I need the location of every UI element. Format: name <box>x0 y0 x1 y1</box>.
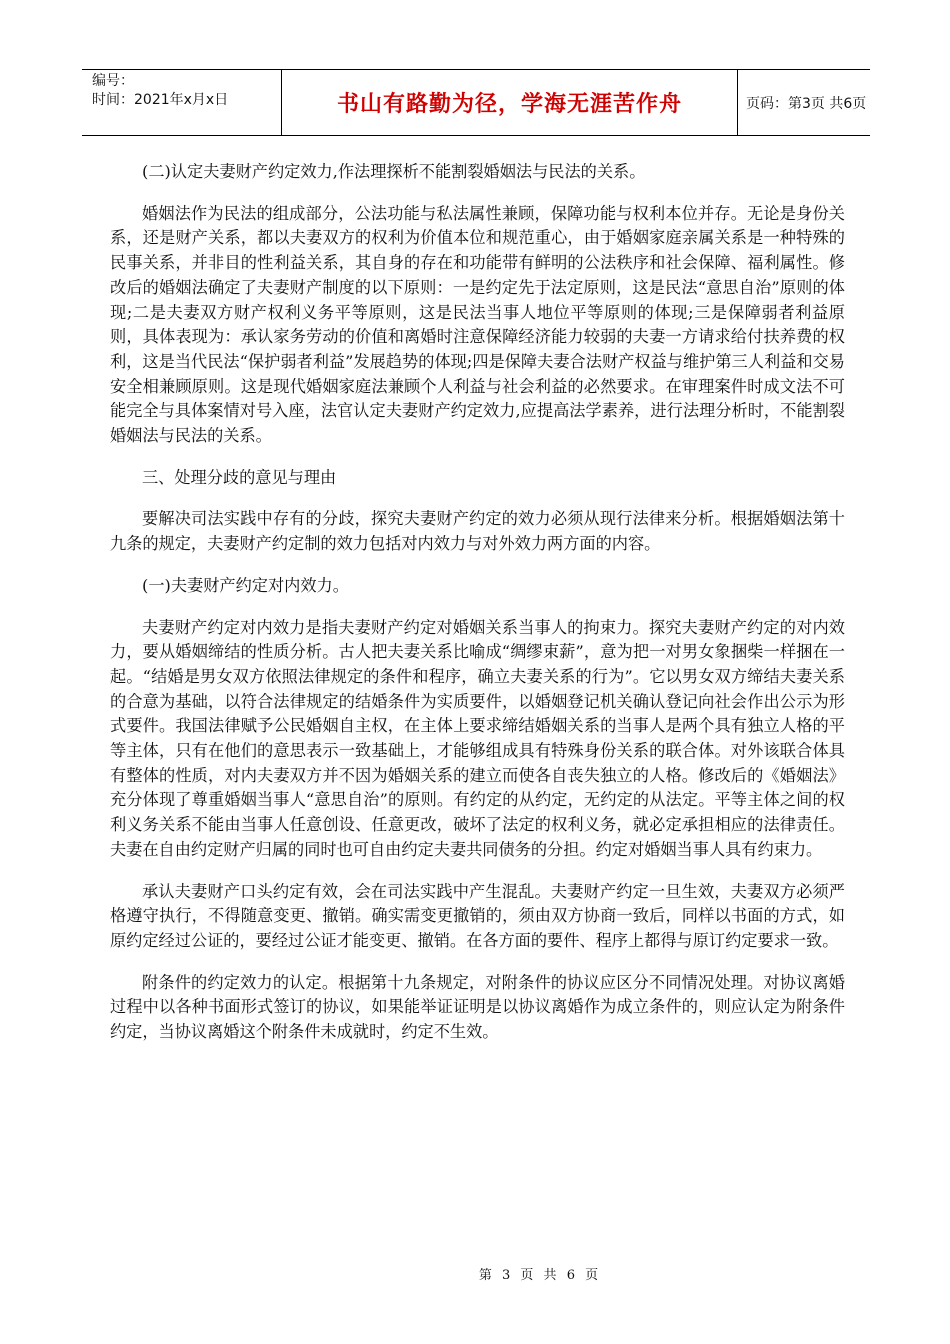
page-footer: 第 3 页 共 6 页 <box>478 1268 602 1283</box>
header-meta <box>82 70 282 135</box>
document-body <box>110 160 845 1062</box>
header-page-info: 页码：第3页 共6页 <box>746 95 867 112</box>
page-header <box>82 69 870 136</box>
paragraph: (二)认定夫妻财产约定效力,作法理探析不能割裂婚姻法与民法的关系。 <box>142 162 646 181</box>
paragraph: 婚姻法作为民法的组成部分，公法功能与私法属性兼顾，保障功能与权利本位并存。无论是身份关系，还是财产关系，都以夫妻双方的权利为价值本位和规范重心，由于婚姻家庭亲属关系是一种特殊的民事关系，并非目的性利益关系，其自身的存在和功能带有鲜明的公法秩序和社会保障、福利属性。修改后的婚姻法确定了夫妻财产制度的以下原则：一是约定先于法定原则，这是民法“意思自治”原则的体现;二是夫妻双方财产权利义务平等原则，这是民法当事人地位平等原则的体现;三是保障弱者利益原则，具体表现为：承认家务劳动的价值和离婚时注意保障经济能力较弱的夫妻一方请求给付扶养费的权利，这是当代民法“保护弱者利益”发展趋势的体现;四是保障夫妻合法财产权益与维护第三人利益和交易安全相兼顾原则。这是现代婚姻家庭法兼顾个人利益与社会利益的必然要求。在审理案件时成文法不可能完全与具体案情对号入座，法官认定夫妻财产约定效力,应提高法学素养，进行法理分析时，不能割裂婚姻法与民法的关系。 <box>110 203 845 446</box>
paragraph: 夫妻财产约定对内效力是指夫妻财产约定对婚姻关系当事人的拘束力。探究夫妻财产约定的对内效力，要从婚姻缔结的性质分析。古人把夫妻关系比喻成“绸缪束薪”，意为把一对男女象捆柴一样捆在一起。“结婚是男女双方依照法律规定的条件和程序，确立夫妻关系的行为”。它以男女双方缔结夫妻关系的合意为基础，以符合法律规定的结婚条件为实质要件，以婚姻登记机关确认登记向社会作出公示为形式要件。我国法律赋予公民婚姻自主权，在主体上要求缔结婚姻关系的当事人是两个具有独立人格的平等主体，只有在他们的意思表示一致基础上，才能够组成具有特殊身份关系的联合体。对外该联合体具有整体的性质，对内夫妻双方并不因为婚姻关系的建立而使各自丧失独立的人格。修改后的《婚姻法》充分体现了尊重婚姻当事人“意思自治”的原则。有约定的从约定，无约定的从法定。平等主体之间的权利义务关系不能由当事人任意创设、任意更改，破坏了法定的权利义务，就必定承担相应的法律责任。夫妻在自由约定财产归属的同时也可自由约定夫妻共同债务的分担。约定对婚姻当事人具有约束力。 <box>110 617 845 859</box>
subsection-heading: (一)夫妻财产约定对内效力。 <box>142 575 349 595</box>
paragraph: 附条件的约定效力的认定。根据第十九条规定，对附条件的协议应区分不同情况处理。对协议离婚过程中以各种书面形式签订的协议，如果能举证证明是以协议离婚作为成立条件的，则应认定为附条件约定，当协议离婚这个附条件未成就时，约定不生效。 <box>110 972 845 1042</box>
paragraph: 承认夫妻财产口头约定有效，会在司法实践中产生混乱。夫妻财产约定一旦生效，夫妻双方必须严格遵守执行，不得随意变更、撤销。确实需变更撤销的，须由双方协商一致后，同样以书面的方式，如原约定经过公证的，要经过公证才能变更、撤销。在各方面的要件、程序上都得与原订约定要求一致。 <box>110 881 845 950</box>
section-heading: 三、处理分歧的意见与理由 <box>142 467 337 487</box>
header-motto: 书山有路勤为径，学海无涯苦作舟 <box>282 70 738 135</box>
document-time-label: 时间：2021年x月x日 <box>92 92 229 108</box>
paragraph: 要解决司法实践中存有的分歧，探究夫妻财产约定的效力必须从现行法律来分析。根据婚姻法第十九条的规定，夫妻财产约定制的效力包括对内效力与对外效力两方面的内容。 <box>110 509 845 554</box>
document-number-label: 编号： <box>92 73 134 89</box>
